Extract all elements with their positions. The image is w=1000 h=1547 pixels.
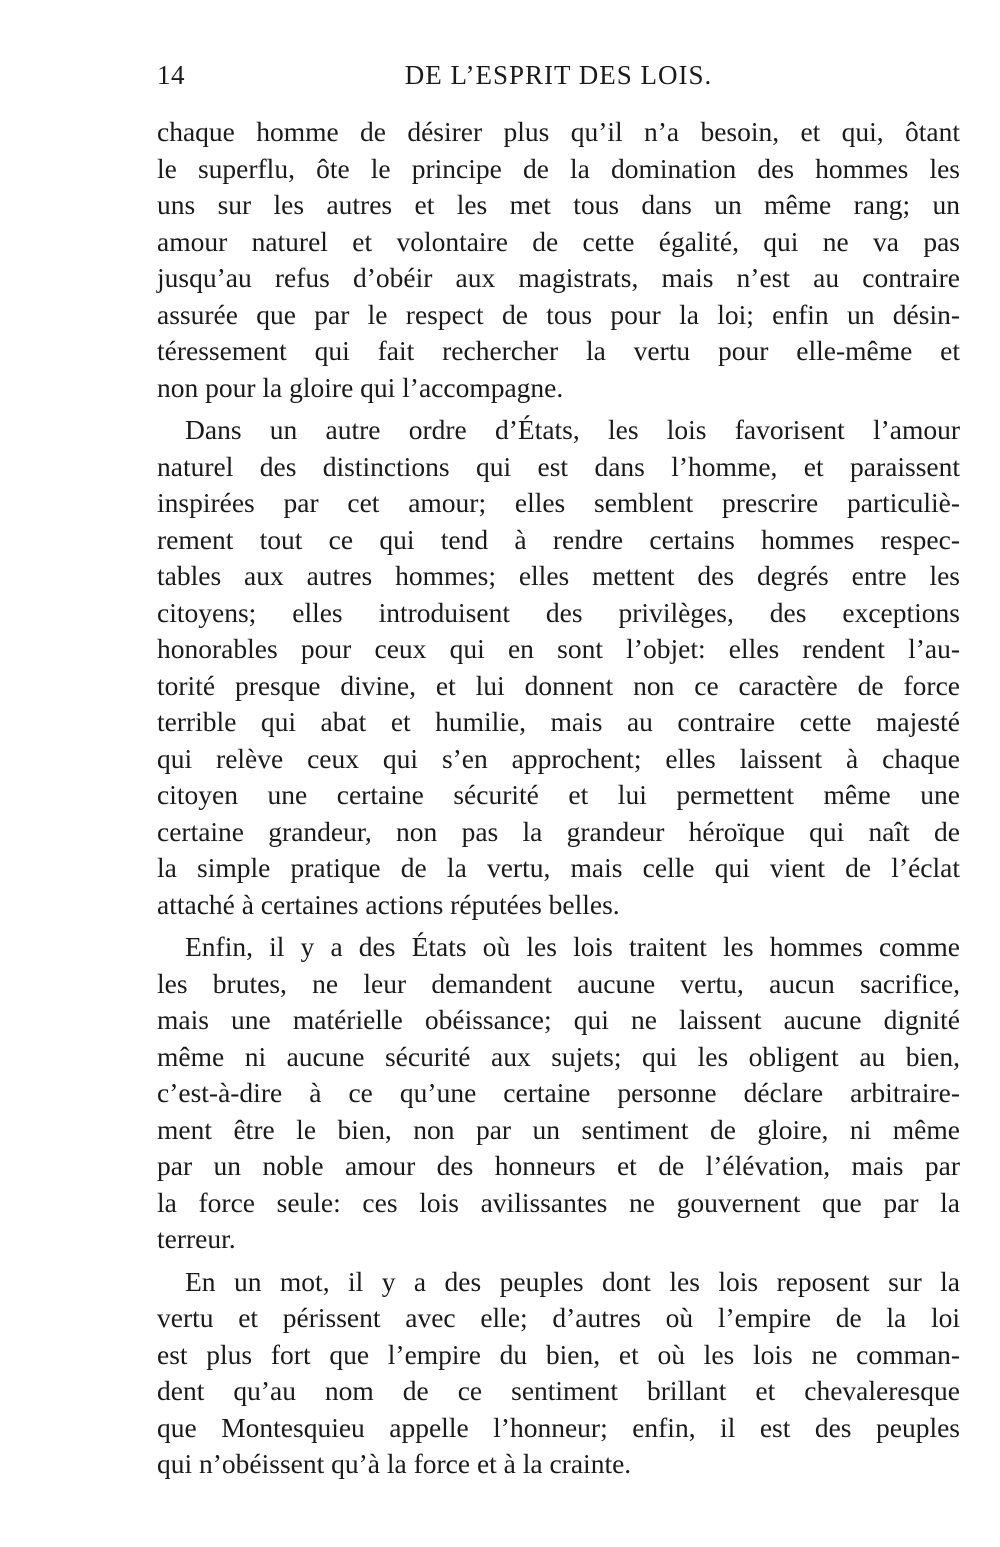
text-line: tables aux autres hommes; elles mettent des degrés entre les <box>157 560 960 591</box>
text-line: citoyen une certaine sécurité et lui permettent même une <box>157 779 960 810</box>
paragraph-2 <box>157 412 960 923</box>
text-line: Dans un autre ordre d’États, les lois favorisent l’amour <box>185 414 960 445</box>
text-line: est plus fort que l’empire du bien, et où les lois ne comman- <box>157 1338 960 1370</box>
text-line: rement tout ce qui tend à rendre certains hommes respec- <box>157 523 960 555</box>
text-line: c’est-à-dire à ce qu’une certaine personne déclare arbitraire- <box>157 1077 960 1108</box>
text-line: que Montesquieu appelle l’honneur; enfin, il est des peuples <box>157 1411 960 1443</box>
paragraph-1 <box>157 114 960 406</box>
text-line: même ni aucune sécurité aux sujets; qui les obligent au bien, <box>157 1040 960 1072</box>
text-line: En un mot, il y a des peuples dont les lois reposent sur la <box>185 1265 960 1297</box>
text-line: certaine grandeur, non pas la grandeur héroïque qui naît de <box>157 815 960 847</box>
text-line: jusqu’au refus d’obéir aux magistrats, mais n’est au contraire <box>157 262 960 293</box>
text-line: téressement qui fait rechercher la vertu pour elle-même et <box>157 335 960 366</box>
text-line: la simple pratique de la vertu, mais celle qui vient de l’éclat <box>157 852 960 883</box>
running-title: DE L’ESPRIT DES LOIS. <box>404 60 713 90</box>
text-line: la force seule: ces lois avilissantes ne gouvernent que par la <box>157 1186 960 1218</box>
text-line: uns sur les autres et les met tous dans un même rang; un <box>157 189 960 220</box>
text-line: Enfin, il y a des États où les lois traitent les hommes comme <box>185 931 960 962</box>
text-line: dent qu’au nom de ce sentiment brillant et chevaleresque <box>157 1375 960 1406</box>
text-line: les brutes, ne leur demandent aucune vertu, aucun sacrifice, <box>157 967 960 999</box>
text-line: torité presque divine, et lui donnent non ce caractère de force <box>157 669 960 701</box>
text-line: assurée que par le respect de tous pour la loi; enfin un désin- <box>157 298 960 330</box>
text-line: qui n’obéissent qu’à la force et à la crainte. <box>157 1448 632 1479</box>
text-line: qui relève ceux qui s’en approchent; elles laissent à chaque <box>157 742 960 774</box>
page-number: 14 <box>157 60 185 90</box>
text-line: attaché à certaines actions réputées belles. <box>157 888 620 920</box>
text-line: chaque homme de désirer plus qu’il n’a besoin, et qui, ôtant <box>157 116 960 147</box>
text-line: amour naturel et volontaire de cette égalité, qui ne va pas <box>157 225 960 257</box>
text-line: citoyens; elles introduisent des privilèges, des exceptions <box>157 596 960 628</box>
text-line: vertu et périssent avec elle; d’autres où l’empire de la loi <box>157 1302 960 1333</box>
text-line: honorables pour ceux qui en sont l’objet: elles rendent l’au- <box>157 633 960 664</box>
text-line: par un noble amour des honneurs et de l’élévation, mais par <box>157 1150 960 1181</box>
text-line: terreur. <box>157 1223 236 1254</box>
text-line: inspirées par cet amour; elles semblent prescrire particuliè- <box>157 487 960 518</box>
text-line: le superflu, ôte le principe de la domination des hommes les <box>157 152 960 184</box>
text-line: non pour la gloire qui l’accompagne. <box>157 371 564 403</box>
paragraph-3 <box>157 929 960 1258</box>
running-head <box>157 60 960 100</box>
text-line: ment être le bien, non par un sentiment de gloire, ni même <box>157 1113 960 1145</box>
text-line: mais une matérielle obéissance; qui ne laissent aucune dignité <box>157 1004 960 1035</box>
text-line: terrible qui abat et humilie, mais au contraire cette majesté <box>157 706 960 737</box>
text-line: naturel des distinctions qui est dans l’homme, et paraissent <box>157 450 960 482</box>
book-page <box>157 60 960 1489</box>
body-text <box>157 114 960 1483</box>
paragraph-4 <box>157 1264 960 1483</box>
